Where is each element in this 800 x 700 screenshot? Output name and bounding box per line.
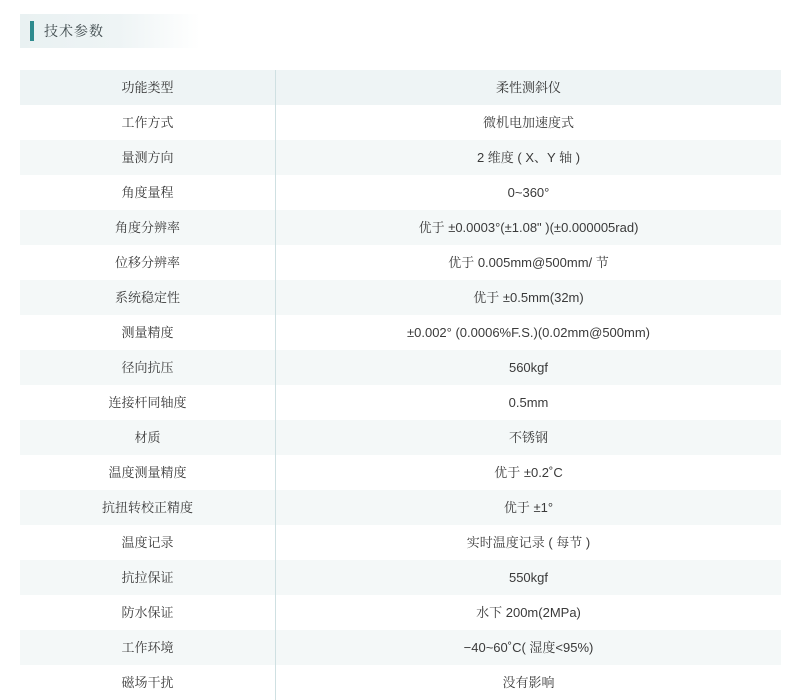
row-label: 防水保证 — [20, 595, 276, 630]
row-value: 优于 ±0.5mm(32m) — [276, 280, 782, 315]
table-row — [20, 420, 781, 455]
section-header — [20, 14, 200, 48]
row-label: 温度记录 — [20, 525, 276, 560]
table-row — [20, 385, 781, 420]
table-body — [20, 70, 781, 700]
row-value: 560kgf — [276, 350, 782, 385]
table-row — [20, 630, 781, 665]
row-label: 角度量程 — [20, 175, 276, 210]
row-value: 优于 ±0.0003°(±1.08" )(±0.000005rad) — [276, 210, 782, 245]
column-header-product: 柔性测斜仪 — [276, 70, 782, 105]
table-row — [20, 595, 781, 630]
row-label: 测量精度 — [20, 315, 276, 350]
table-row — [20, 140, 781, 175]
row-label: 量测方向 — [20, 140, 276, 175]
row-value: 优于 ±0.2˚C — [276, 455, 782, 490]
row-label: 位移分辨率 — [20, 245, 276, 280]
table-row — [20, 105, 781, 140]
row-value: 2 维度 ( X、Y 轴 ) — [276, 140, 782, 175]
row-value: 0.5mm — [276, 385, 782, 420]
table-row — [20, 560, 781, 595]
row-label: 系统稳定性 — [20, 280, 276, 315]
row-label: 角度分辨率 — [20, 210, 276, 245]
table-row — [20, 210, 781, 245]
table-row — [20, 315, 781, 350]
row-value: −40~60˚C( 湿度<95%) — [276, 630, 782, 665]
row-value: 没有影响 — [276, 665, 782, 700]
row-value: 微机电加速度式 — [276, 105, 782, 140]
row-label: 工作方式 — [20, 105, 276, 140]
table-row — [20, 455, 781, 490]
table-row — [20, 525, 781, 560]
row-label: 抗扭转校正精度 — [20, 490, 276, 525]
table-row — [20, 245, 781, 280]
column-header-type: 功能类型 — [20, 70, 276, 105]
row-value: 不锈钢 — [276, 420, 782, 455]
row-value: 优于 0.005mm@500mm/ 节 — [276, 245, 782, 280]
row-label: 磁场干扰 — [20, 665, 276, 700]
table-row — [20, 280, 781, 315]
table-row — [20, 350, 781, 385]
accent-bar — [30, 21, 34, 41]
row-label: 连接杆同轴度 — [20, 385, 276, 420]
row-label: 径向抗压 — [20, 350, 276, 385]
row-value: 0~360° — [276, 175, 782, 210]
row-value: 实时温度记录 ( 每节 ) — [276, 525, 782, 560]
table-row — [20, 665, 781, 700]
row-value: ±0.002° (0.0006%F.S.)(0.02mm@500mm) — [276, 315, 782, 350]
page-title: 技术参数 — [44, 23, 104, 39]
spec-sheet-page — [0, 14, 800, 690]
row-value: 优于 ±1° — [276, 490, 782, 525]
row-label: 材质 — [20, 420, 276, 455]
row-label: 温度测量精度 — [20, 455, 276, 490]
specifications-table — [20, 70, 781, 700]
row-value: 550kgf — [276, 560, 782, 595]
table-row — [20, 175, 781, 210]
table-row — [20, 490, 781, 525]
table-header-row — [20, 70, 781, 105]
row-value: 水下 200m(2MPa) — [276, 595, 782, 630]
row-label: 抗拉保证 — [20, 560, 276, 595]
row-label: 工作环境 — [20, 630, 276, 665]
